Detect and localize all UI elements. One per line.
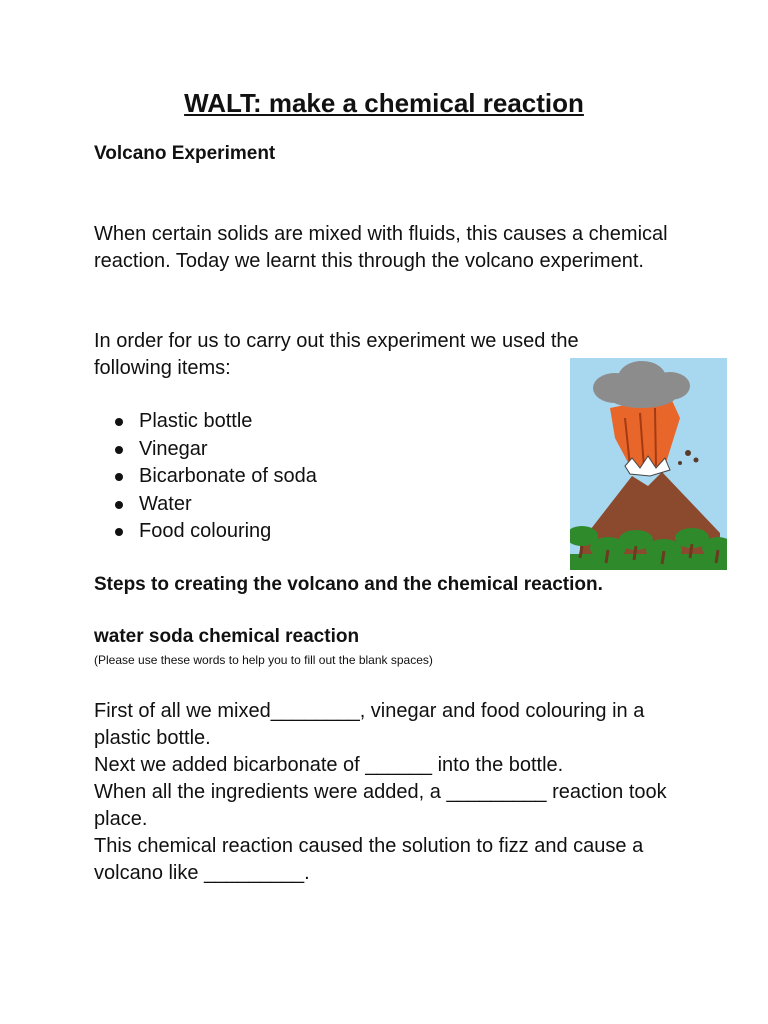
rock-icon (678, 461, 682, 465)
items-intro-paragraph: In order for us to carry out this experiment we used the following items: (94, 330, 579, 379)
list-item-label: Vinegar (139, 437, 208, 460)
page-title: WALT: make a chemical reaction (184, 88, 584, 118)
rock-icon (694, 458, 699, 463)
bullet-icon (115, 446, 123, 454)
volcano-illustration (570, 358, 727, 570)
list-item-label: Water (139, 492, 192, 515)
bullet-icon (115, 418, 123, 426)
word-bank: water soda chemical reaction (94, 626, 360, 647)
fill-line: First of all we mixed________, vinegar and food colouring in a plastic bottle. (94, 700, 645, 749)
bullet-icon (115, 501, 123, 509)
bullet-icon (115, 528, 123, 536)
rock-icon (685, 450, 691, 456)
list-item-label: Bicarbonate of soda (139, 465, 317, 487)
list-item-label: Food colouring (139, 520, 272, 542)
fill-in-section (94, 698, 694, 887)
steps-heading: Steps to creating the volcano and the chemical reaction. (94, 574, 603, 595)
word-bank-note: (Please use these words to help you to fill out the blank spaces) (94, 653, 433, 667)
list-item (94, 518, 317, 546)
fill-line: This chemical reaction caused the solution to fizz and cause a volcano like _________. (94, 835, 644, 884)
list-item-label: Plastic bottle (139, 410, 253, 432)
list-item (94, 436, 317, 464)
intro-paragraph: When certain solids are mixed with fluids, this causes a chemical reaction. Today we learnt this through the volcano experiment. (94, 223, 668, 272)
list-item (94, 408, 317, 436)
fill-line: When all the ingredients were added, a _________ reaction took place. (94, 781, 667, 830)
list-item (94, 491, 317, 519)
bullet-icon (115, 473, 123, 481)
items-list (94, 408, 317, 546)
fill-line: Next we added bicarbonate of ______ into the bottle. (94, 754, 564, 776)
subtitle: Volcano Experiment (94, 143, 276, 164)
list-item (94, 463, 317, 491)
